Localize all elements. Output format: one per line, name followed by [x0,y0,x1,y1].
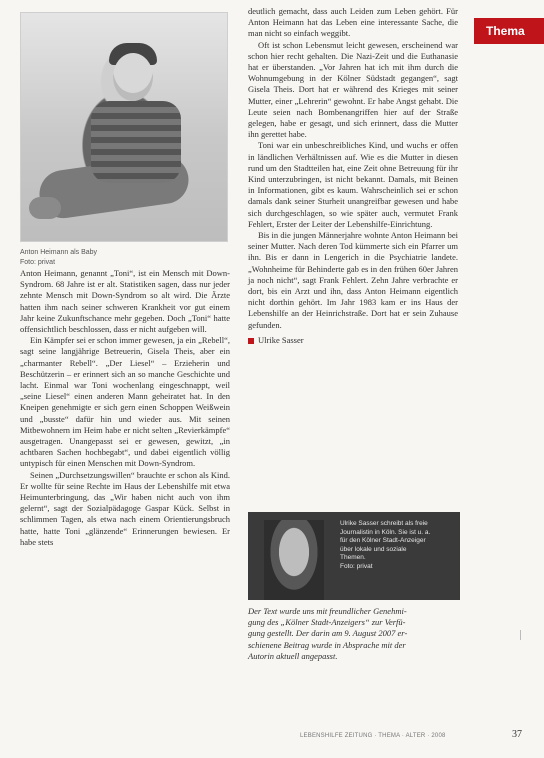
article-paragraph: Toni war ein unbeschreibliches Kind, und wuchs er offen in ländlichen Verhältnissen auf. Wie es die Mutter in diesen rund um den Stadtteilen hat, eine Zeit ohne Betreuung für ihr Kind unterzubringen, ist nicht bekannt. Damals, mit Beinen in Informationen, gibt es kaum. Wahrscheinlich sei er schon damals dank seiner Sturheit unangreifbar gewesen und habe sich durchgeschlagen, so wie später auch, vermutet Frank Fehlert, Erster der Leiter der Lebenshilfe-Einrichtung. [248,140,458,229]
page-number: 37 [512,729,522,740]
photo-foot [29,197,61,219]
margin-mark [520,630,527,640]
author-portrait-photo [264,520,324,600]
article-paragraph: Ein Kämpfer sei er schon immer gewesen, ja ein „Rebell“, sagt seine langjährige Betreuerin, Gisela Theis, aber ein „charmanter Rebell“. „Der Liesel“ – Erzieherin und Beschützerin – er erinnert sich an so manche Geschichte und lacht. Einmal war Toni wochenlang eingeschnappt, weil „seine Liesel“ einen anderen Mann geheiratet hat. In den Kneipen genehmigte er sich gern einen Schoppen Weißwein und „busste“ dafür hin und wieder aus. Mit seinen Mitbewohnern im Heim habe er nicht selten „Revierkämpfe“ ausgetragen. Unangepasst sei er gewesen, gewitzt, „in achtbaren Sachen hochbegabt“, und dabei eigentlich völlig untypisch für einen Menschen mit Down-Syndrom. [20,335,230,469]
portrait-caption-credit: Foto: privat [340,562,373,570]
photo-caption [20,248,226,268]
source-note [248,606,460,662]
portrait-caption-line: für den Kölner Stadt-Anzeiger [340,537,426,545]
baby-photo [20,12,228,242]
article-paragraph: Oft ist schon Lebensmut leicht gewesen, erscheinend war schon hier recht gehalten. Die Nazi-Zeit und die Euthanasie hat er überstanden. „Vor Jahren hat ich mit ihm durch die Wohnumgebung in der Kölner Südstadt gegangen“, sagt Gisela Theis. Dort hat er während des Krieges mit seiner Mutter, einer „Lehrerin“ gewohnt. Er habe Angst gehabt. Die Leute seien nach Bombenangriffen hier auf der Straße gelegen, habe er gesagt, und sich erinnert, dass die Mutter ihn gerettet habe. [248,39,458,140]
source-note-line: gung gestellt. Der darin am 9. August 2007 er- [248,628,408,639]
portrait-caption-line: Ulrike Sasser schreibt als freie [340,520,428,527]
source-note-line: schienene Beitrag wurde in Absprache mit der [248,639,406,650]
article-paragraph: Seinen „Durchsetzungswillen“ brauchte er schon als Kind. Er wollte für seine Rechte im Haus der Lebenshilfe mit etwa Heimunterbringung, das „Wir haben nicht auch von ihm gelernt“, sagt der Sozialpädagoge Gaspar Kück. Selbst in schlimmen Tagen, als etwa nach einem Orientierungsbruch hatte, hatte Toni „glänzende“ Erinnerungen bewiesen. Er habe stets [20,469,230,547]
section-tab: Thema [474,18,544,44]
portrait-caption [340,520,456,572]
author-line [248,335,458,346]
article-paragraph: Anton Heimann, genannt „Toni“, ist ein Mensch mit Down-Syndrom. 68 Jahre ist er alt. Statistiken sagen, dass nur jeder zehnte Mensch mit Down-Syndrom so alt wird. Die Ärzte hatten ihm nach seiner schweren Krankheit vor gut einem Jahr keine Zukunftschance mehr gegeben. Doch „Toni“ hatte offensichtlich beschlossen, dass er nicht aufgeben will. [20,268,230,335]
photo-sweater [91,101,181,183]
source-note-line: gung des „Kölner Stadt-Anzeigers“ zur Verfü- [248,617,406,628]
red-square-icon [248,338,254,344]
source-note-line: Autorin aktuell angepasst. [248,650,338,661]
article-column-left [20,268,230,548]
portrait-caption-line: über lokale und soziale [340,545,407,553]
page-footer: LEBENSHILFE ZEITUNG · THEMA · ALTER · 2008 [300,733,446,739]
article-paragraph: deutlich gemacht, dass auch Leiden zum Leben gehört. Für Anton Heimann hat das Leben eine interessante Sache, die man nicht so einfach weggibt. [248,6,458,39]
article-paragraph: Bis in die jungen Männerjahre wohnte Anton Heimann bei seiner Mutter. Nach deren Tod kümmerte sich ein Pfarrer um ihn. Bis er dann in Lengerich in die Psychiatrie landete. „Wohnheime für Behinderte gab es in den frühen 60er Jahren ja noch nicht“, sagt Frank Fehlert. Zehn Jahre verbrachte er dort, bis ein Arzt und ihn, dass Anton Heimann eigentlich nicht dorthin gehört. Im Jahr 1983 kam er ins Haus der Lebenshilfe an der Heinrichstraße. Dort hat er sein Zuhause gefunden. [248,230,458,330]
portrait-caption-line: Themen. [340,554,366,562]
article-column-right [248,6,458,346]
photo-caption-line: Anton Heimann als Baby [20,249,98,256]
photo-caption-credit: Foto: privat [20,259,56,266]
portrait-caption-line: Journalistin in Köln. Sie ist u. a. [340,528,431,536]
author-name: Ulrike Sasser [258,334,304,345]
author-portrait-box [248,512,460,600]
photo-face [113,53,153,101]
source-note-line: Der Text wurde uns mit freundlicher Genehmi- [248,606,407,616]
